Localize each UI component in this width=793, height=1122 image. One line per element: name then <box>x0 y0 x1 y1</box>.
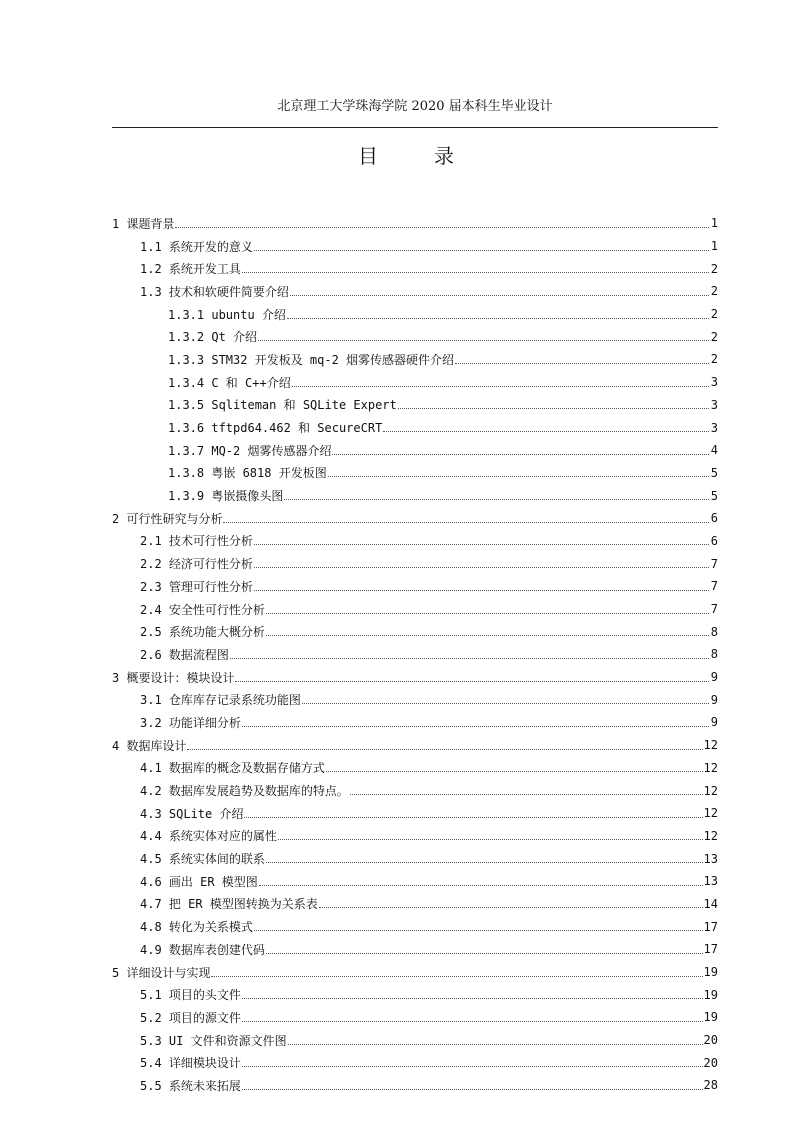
toc-entry-title: 2.1 技术可行性分析 <box>140 534 253 549</box>
toc-dot-leader <box>244 817 702 818</box>
toc-entry[interactable] <box>112 598 718 621</box>
toc-entry[interactable] <box>112 416 718 439</box>
toc-entry-title: 5.2 项目的源文件 <box>140 1010 241 1025</box>
toc-dot-leader <box>266 613 709 614</box>
toc-entry[interactable] <box>112 847 718 870</box>
toc-dot-leader <box>266 862 703 863</box>
toc-entry-page-number: 1 <box>710 239 718 254</box>
toc-entry[interactable] <box>112 1029 718 1052</box>
toc-dot-leader <box>383 431 709 432</box>
toc-dot-leader <box>258 340 709 341</box>
toc-entry-page-number: 2 <box>710 261 718 276</box>
toc-entry-title: 1.3.5 Sqliteman 和 SQLite Expert <box>168 398 397 413</box>
toc-dot-leader <box>259 885 703 886</box>
toc-dot-leader <box>328 476 709 477</box>
toc-entry[interactable] <box>112 643 718 666</box>
toc-entry[interactable] <box>112 394 718 417</box>
toc-entry-title: 3.2 功能详细分析 <box>140 715 241 730</box>
toc-dot-leader <box>254 590 709 591</box>
toc-entry-title: 4.6 画出 ER 模型图 <box>140 874 258 889</box>
toc-entry-page-number: 2 <box>710 352 718 367</box>
toc-entry-page-number: 8 <box>710 647 718 662</box>
toc-entry[interactable] <box>112 825 718 848</box>
toc-entry-title: 1 课题背景 <box>112 216 175 231</box>
toc-entry[interactable] <box>112 575 718 598</box>
toc-dot-leader <box>290 295 709 296</box>
toc-entry[interactable] <box>112 734 718 757</box>
toc-entry-title: 1.3.4 C 和 C++介绍 <box>168 375 291 390</box>
toc-entry-title: 5.5 系统未来拓展 <box>140 1078 241 1093</box>
toc-dot-leader <box>211 976 702 977</box>
toc-entry-page-number: 6 <box>710 533 718 548</box>
toc-entry[interactable] <box>112 802 718 825</box>
toc-dot-leader <box>266 635 709 636</box>
page-title: 目 录 <box>358 144 472 168</box>
toc-dot-leader <box>455 363 709 364</box>
toc-dot-leader <box>223 522 709 523</box>
toc-entry[interactable] <box>112 484 718 507</box>
toc-entry[interactable] <box>112 915 718 938</box>
toc-entry[interactable] <box>112 257 718 280</box>
toc-entry[interactable] <box>112 235 718 258</box>
toc-dot-leader <box>235 681 709 682</box>
toc-entry[interactable] <box>112 371 718 394</box>
toc-dot-leader <box>302 703 709 704</box>
toc-entry-title: 1.3.1 ubuntu 介绍 <box>168 307 286 322</box>
toc-entry-title: 4.9 数据库表创建代码 <box>140 942 265 957</box>
toc-dot-leader <box>326 771 703 772</box>
toc-entry-page-number: 2 <box>710 307 718 322</box>
toc-entry-page-number: 8 <box>710 624 718 639</box>
toc-entry-page-number: 20 <box>703 1055 718 1070</box>
running-header: 北京理工大学珠海学院 2020 届本科生毕业设计 <box>277 99 553 114</box>
toc-entry[interactable] <box>112 303 718 326</box>
toc-entry[interactable] <box>112 462 718 485</box>
toc-entry-title: 2.6 数据流程图 <box>140 647 229 662</box>
toc-entry-title: 1.1 系统开发的意义 <box>140 239 253 254</box>
toc-entry-page-number: 3 <box>710 397 718 412</box>
toc-dot-leader <box>266 953 703 954</box>
toc-dot-leader <box>254 250 709 251</box>
toc-entry[interactable] <box>112 711 718 734</box>
toc-dot-leader <box>332 454 709 455</box>
toc-entry-page-number: 12 <box>703 783 718 798</box>
toc-entry-title: 2.4 安全性可行性分析 <box>140 602 265 617</box>
toc-entry[interactable] <box>112 666 718 689</box>
toc-entry[interactable] <box>112 530 718 553</box>
toc-entry-page-number: 5 <box>710 465 718 480</box>
toc-entry[interactable] <box>112 1006 718 1029</box>
toc-entry[interactable] <box>112 893 718 916</box>
toc-entry[interactable] <box>112 983 718 1006</box>
toc-entry-page-number: 17 <box>703 942 718 957</box>
toc-entry[interactable] <box>112 280 718 303</box>
toc-dot-leader <box>254 567 709 568</box>
toc-entry-page-number: 12 <box>703 760 718 775</box>
toc-dot-leader <box>288 1044 703 1045</box>
toc-entry-page-number: 6 <box>710 511 718 526</box>
toc-entry-page-number: 20 <box>703 1033 718 1048</box>
toc-dot-leader <box>230 658 709 659</box>
toc-entry-title: 4.2 数据库发展趋势及数据库的特点。 <box>140 784 349 799</box>
toc-entry[interactable] <box>112 552 718 575</box>
toc-entry-page-number: 1 <box>710 216 718 231</box>
toc-dot-leader <box>292 386 709 387</box>
toc-entry[interactable] <box>112 1051 718 1074</box>
toc-entry-title: 5 详细设计与实现 <box>112 965 211 980</box>
toc-entry-title: 4.8 转化为关系模式 <box>140 920 253 935</box>
toc-dot-leader <box>398 408 709 409</box>
toc-entry-page-number: 13 <box>703 851 718 866</box>
toc-dot-leader <box>350 794 703 795</box>
toc-dot-leader <box>242 1021 703 1022</box>
toc-entry-title: 4.1 数据库的概念及数据存储方式 <box>140 761 325 776</box>
toc-dot-leader <box>319 907 703 908</box>
toc-dot-leader <box>242 1066 703 1067</box>
toc-entry-page-number: 12 <box>703 738 718 753</box>
toc-entry-title: 4.3 SQLite 介绍 <box>140 806 244 821</box>
toc-entry[interactable] <box>112 757 718 780</box>
toc-entry[interactable] <box>112 212 718 235</box>
toc-entry-title: 4.4 系统实体对应的属性 <box>140 829 277 844</box>
toc-entry-page-number: 19 <box>703 965 718 980</box>
toc-entry[interactable] <box>112 961 718 984</box>
toc-entry-page-number: 4 <box>710 443 718 458</box>
toc-entry-title: 2.3 管理可行性分析 <box>140 579 253 594</box>
toc-dot-leader <box>175 227 709 228</box>
toc-entry-page-number: 12 <box>703 828 718 843</box>
toc-entry-page-number: 9 <box>710 715 718 730</box>
toc-entry-page-number: 7 <box>710 579 718 594</box>
toc-dot-leader <box>242 272 709 273</box>
toc-dot-leader <box>242 998 703 999</box>
toc-entry-page-number: 5 <box>710 488 718 503</box>
toc-entry-page-number: 3 <box>710 375 718 390</box>
toc-entry-title: 1.3.7 MQ-2 烟雾传感器介绍 <box>168 443 332 458</box>
toc-entry-page-number: 2 <box>710 329 718 344</box>
header-rule <box>112 127 718 128</box>
toc-entry[interactable] <box>112 507 718 530</box>
toc-entry[interactable] <box>112 870 718 893</box>
toc-entry-page-number: 12 <box>703 806 718 821</box>
toc-entry[interactable] <box>112 938 718 961</box>
toc-entry-title: 4.7 把 ER 模型图转换为关系表 <box>140 897 318 912</box>
toc-dot-leader <box>287 318 709 319</box>
toc-entry[interactable] <box>112 1074 718 1097</box>
toc-dot-leader <box>187 749 702 750</box>
toc-entry-title: 3.1 仓库库存记录系统功能图 <box>140 693 301 708</box>
toc-entry-page-number: 3 <box>710 420 718 435</box>
toc-entry-page-number: 17 <box>703 919 718 934</box>
toc-entry-page-number: 28 <box>703 1078 718 1093</box>
toc-entry-title: 4.5 系统实体间的联系 <box>140 852 265 867</box>
toc-entry-title: 1.3.8 粤嵌 6818 开发板图 <box>168 466 327 481</box>
toc-entry-title: 2 可行性研究与分析 <box>112 511 223 526</box>
toc-entry-title: 1.3.6 tftpd64.462 和 SecureCRT <box>168 421 383 436</box>
toc-entry-title: 5.3 UI 文件和资源文件图 <box>140 1033 287 1048</box>
toc-entry[interactable] <box>112 779 718 802</box>
toc-entry-title: 5.1 项目的头文件 <box>140 988 241 1003</box>
toc-entry-title: 5.4 详细模块设计 <box>140 1056 241 1071</box>
toc-entry-page-number: 19 <box>703 1010 718 1025</box>
table-of-contents <box>112 212 718 1097</box>
toc-entry[interactable] <box>112 688 718 711</box>
toc-entry[interactable] <box>112 348 718 371</box>
toc-entry-title: 1.2 系统开发工具 <box>140 262 241 277</box>
toc-entry-page-number: 13 <box>703 874 718 889</box>
toc-entry-page-number: 14 <box>703 896 718 911</box>
toc-entry-page-number: 7 <box>710 556 718 571</box>
toc-entry[interactable] <box>112 325 718 348</box>
toc-entry-title: 1.3.3 STM32 开发板及 mq-2 烟雾传感器硬件介绍 <box>168 352 455 367</box>
toc-entry-page-number: 19 <box>703 987 718 1002</box>
toc-entry-page-number: 9 <box>710 692 718 707</box>
toc-entry-title: 1.3.2 Qt 介绍 <box>168 330 258 345</box>
toc-entry-page-number: 2 <box>710 284 718 299</box>
toc-dot-leader <box>278 839 703 840</box>
toc-entry-title: 4 数据库设计 <box>112 738 187 753</box>
toc-entry-page-number: 7 <box>710 602 718 617</box>
toc-dot-leader <box>254 930 703 931</box>
toc-dot-leader <box>242 726 709 727</box>
toc-entry-title: 3 概要设计：模块设计 <box>112 670 235 685</box>
toc-dot-leader <box>242 1089 703 1090</box>
toc-dot-leader <box>254 544 709 545</box>
toc-dot-leader <box>284 499 709 500</box>
toc-entry[interactable] <box>112 620 718 643</box>
toc-entry[interactable] <box>112 439 718 462</box>
toc-entry-title: 2.2 经济可行性分析 <box>140 557 253 572</box>
toc-entry-title: 1.3.9 粤嵌摄像头图 <box>168 489 284 504</box>
toc-entry-title: 1.3 技术和软硬件简要介绍 <box>140 284 289 299</box>
toc-entry-page-number: 9 <box>710 670 718 685</box>
toc-entry-title: 2.5 系统功能大概分析 <box>140 625 265 640</box>
